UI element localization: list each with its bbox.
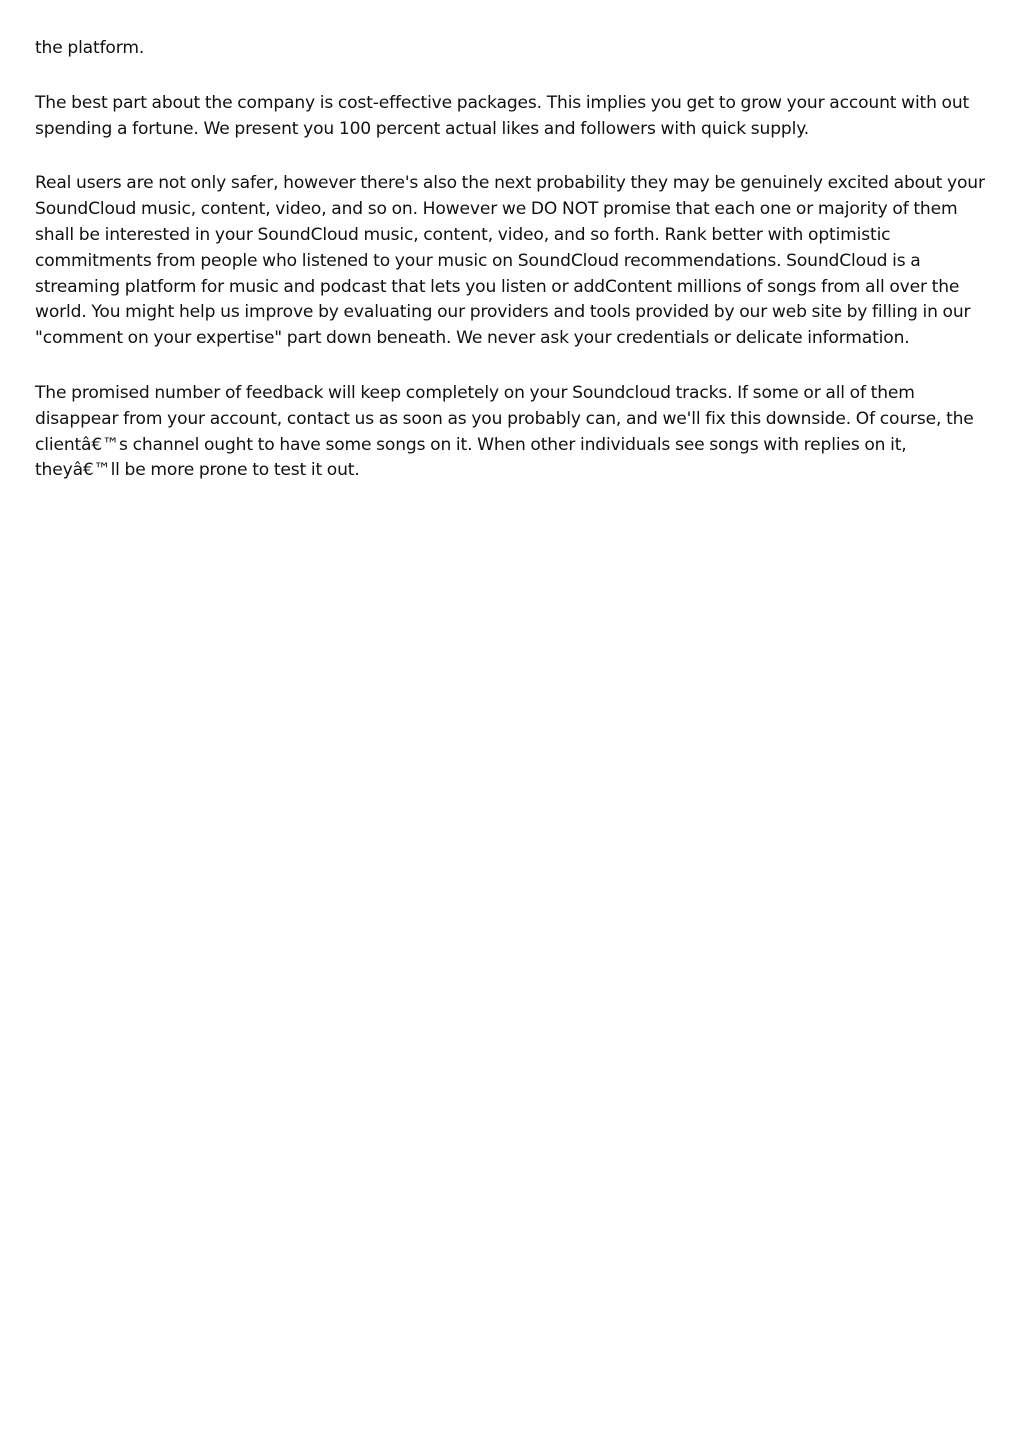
paragraph-real-users: Real users are not only safer, however there's also the next probability they may be genuinely excited about your SoundCloud music, content, video, and so on. However we DO NOT promise that each one or majority of them shall be interested in your SoundCloud music, content, video, and so forth. Rank better with optimistic commitments from people who listened to your music on SoundCloud recommendations. SoundCloud is a streaming platform for music and podcast that lets you listen or addContent millions of songs from all over the world. You might help us improve by evaluating our providers and tools provided by our web site by filling in our "comment on your expertise" part down beneath. We never ask your credentials or delicate information. [35, 173, 985, 349]
paragraph-feedback: The promised number of feedback will keep completely on your Soundcloud tracks. If some or all of them disappear from your account, contact us as soon as you probably can, and we'll fix this downside. Of course, the clientâ€™s channel ought to have some songs on it. When other individuals see songs with replies on it, theyâ€™ll be more prone to test it out. [35, 382, 974, 481]
document-page [35, 36, 990, 513]
paragraph-continuation: the platform. [35, 38, 145, 58]
paragraph-packages: The best part about the company is cost-effective packages. This implies you get to grow your account with out spending a fortune. We present you 100 percent actual likes and followers with quick supply. [35, 92, 970, 139]
